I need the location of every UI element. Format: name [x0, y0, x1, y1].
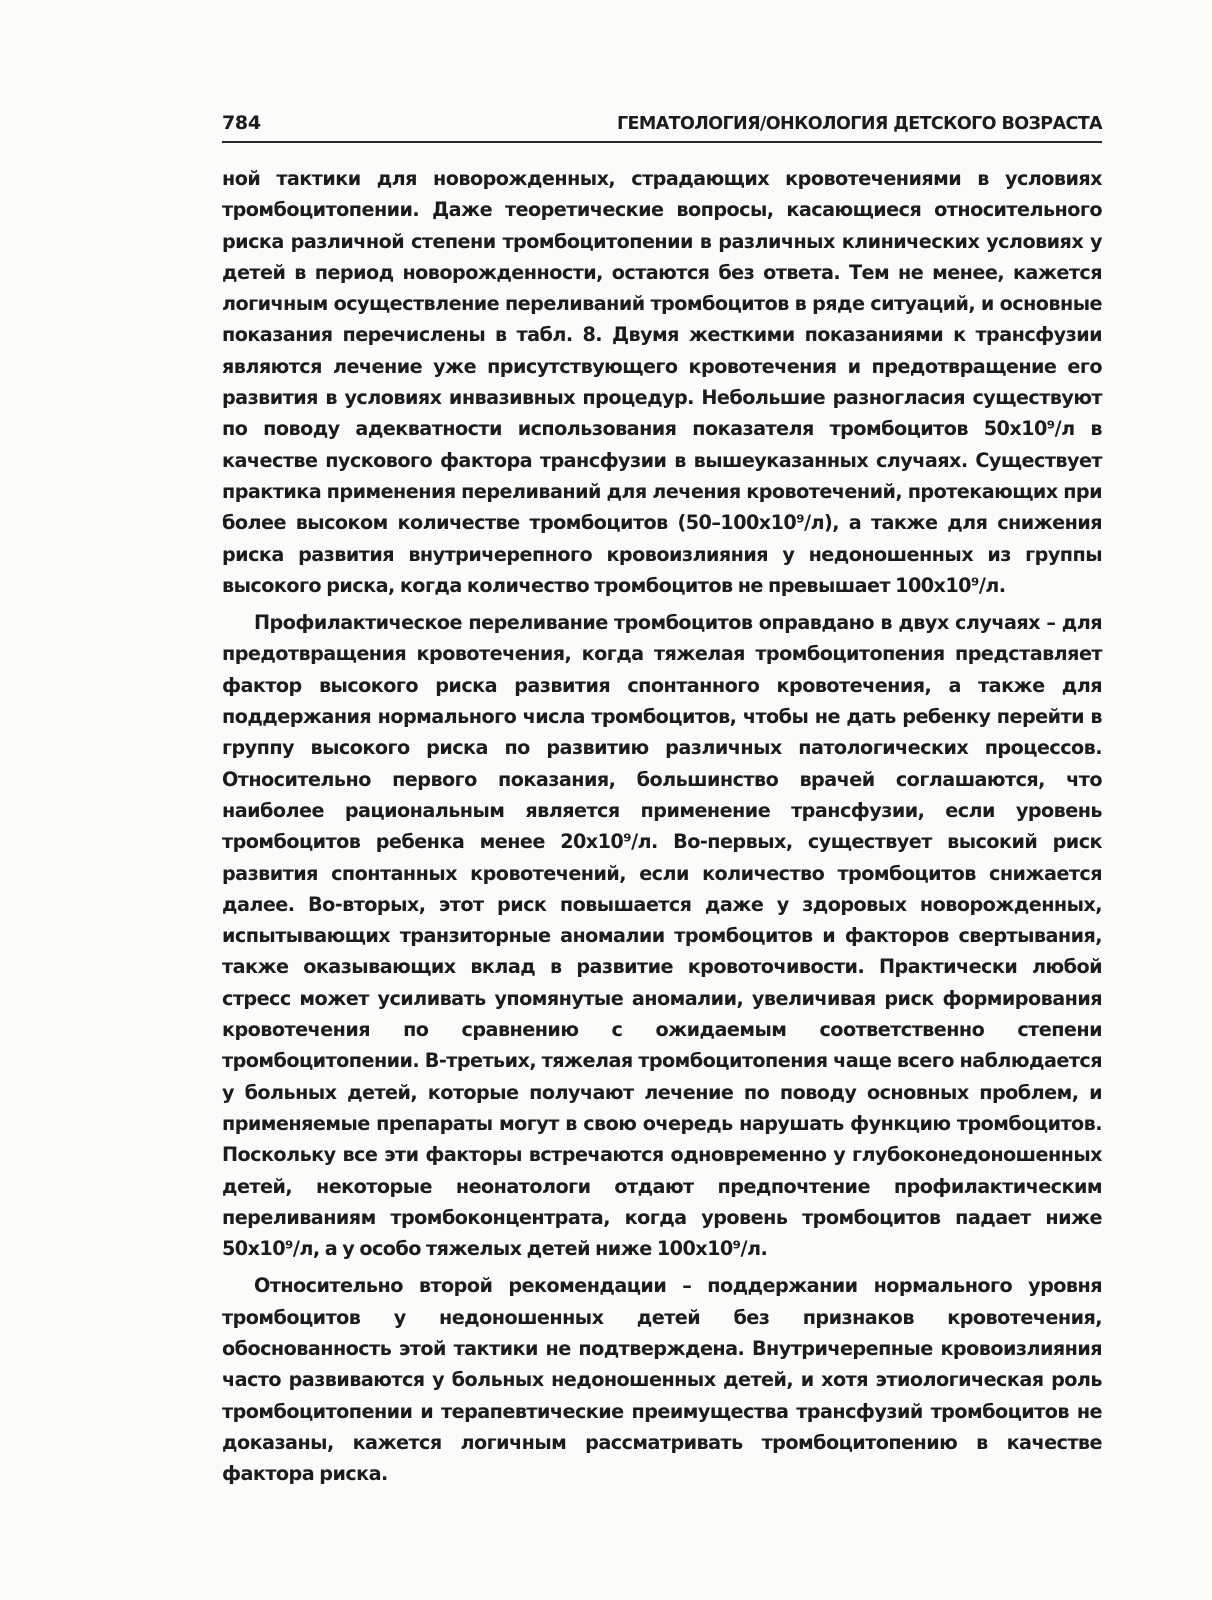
paragraph-continuation: ной тактики для новорожденных, страдающих кровотечениями в условиях тромбоцитопении. Даже теоретические вопросы, касающиеся относительного риска различной степени тромбоцитопении в различных клинических условиях у детей в период новорожденности, остаются без ответа. Тем не менее, кажется логичным осуществление переливаний тромбоцитов в ряде ситуаций, и основные показания перечислены в табл. 8. Двумя жесткими показаниями к трансфузии являются лечение уже присутствующего кровотечения и предотвращение его развития в условиях инвазивных процедур. Небольшие разногласия существуют по поводу адекватности использования показателя тромбоцитов 50x10⁹/л в качестве пускового фактора трансфузии в вышеуказанных случаях. Существует практика применения переливаний для лечения кровотечений, протекающих при более высоком количестве тромбоцитов (50–100x10⁹/л), а также для снижения риска развития внутричерепного кровоизлияния у недоношенных из группы высокого риска, когда количество тромбоцитов не превышает 100x10⁹/л. [222, 167, 1102, 597]
body-text [222, 163, 1102, 1489]
paragraph-second-recommendation: Относительно второй рекомендации – поддержании нормального уровня тромбоцитов у недоношенных детей без признаков кровотечения, обоснованность этой тактики не подтверждена. Внутричерепные кровоизлияния часто развиваются у больных недоношенных детей, и хотя этиологическая роль тромбоцитопении и терапевтические преимущества трансфузий тромбоцитов не доказаны, кажется логичным рассматривать тромбоцитопению в качестве фактора риска. [222, 1274, 1102, 1486]
page-header [222, 112, 1102, 143]
book-page [222, 112, 1102, 1489]
paragraph-prophylactic-transfusion: Профилактическое переливание тромбоцитов оправдано в двух случаях – для предотвращения кровотечения, когда тяжелая тромбоцитопения представляет фактор высокого риска развития спонтанного кровотечения, а также для поддержания нормального числа тромбоцитов, чтобы не дать ребенку перейти в группу высокого риска по развитию различных патологических процессов. Относительно первого показания, большинство врачей соглашаются, что наиболее рациональным является применение трансфузии, если уровень тромбоцитов ребенка менее 20x10⁹/л. Во-первых, существует высокий риск развития спонтанных кровотечений, если количество тромбоцитов снижается далее. Во-вторых, этот риск повышается даже у здоровых новорожденных, испытывающих транзиторные аномалии тромбоцитов и факторов свертывания, также оказывающих вклад в развитие кровоточивости. Практически любой стресс может усиливать упомянутые аномалии, увеличивая риск формирования кровотечения по сравнению с ожидаемым соответственно степени тромбоцитопении. В-третьих, тяжелая тромбоцитопения чаще всего наблюдается у больных детей, которые получают лечение по поводу основных проблем, и применяемые препараты могут в свою очередь нарушать функцию тромбоцитов. Поскольку все эти факторы встречаются одновременно у глубоконедоношенных детей, некоторые неонатологи отдают предпочтение профилактическим переливаниям тромбоконцентрата, когда уровень тромбоцитов падает ниже 50x10⁹/л, а у особо тяжелых детей ниже 100x10⁹/л. [222, 611, 1102, 1261]
running-title: ГЕМАТОЛОГИЯ/ОНКОЛОГИЯ ДЕТСКОГО ВОЗРАСТА [617, 114, 1102, 134]
page-number: 784 [222, 112, 261, 134]
